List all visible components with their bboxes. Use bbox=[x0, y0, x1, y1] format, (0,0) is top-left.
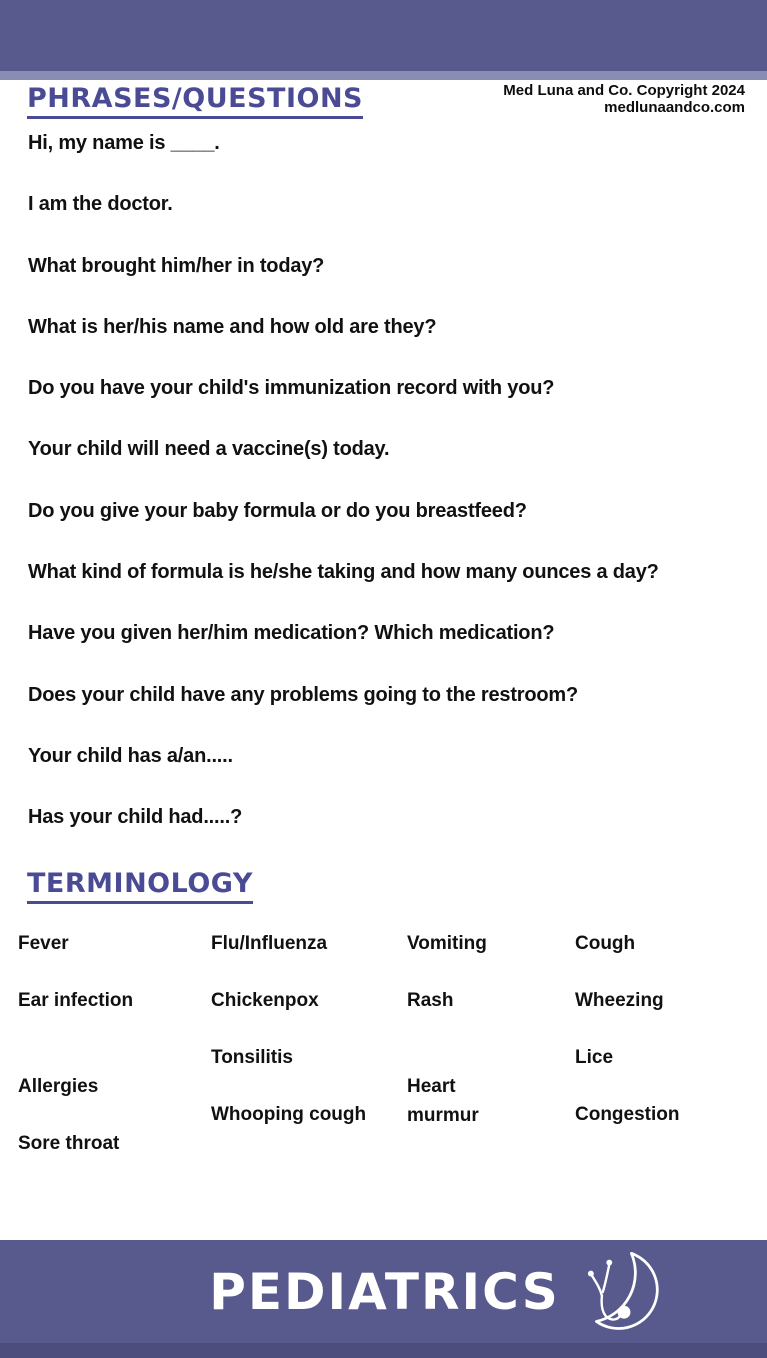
phrase-item: Your child will need a vaccine(s) today. bbox=[28, 438, 390, 461]
term-item: Allergies bbox=[18, 1076, 99, 1097]
phrase-item: Your child has a/an..... bbox=[28, 744, 233, 767]
term-item: Ear infection bbox=[18, 990, 134, 1011]
phrase-item: Hi, my name is ____. bbox=[28, 132, 220, 154]
copyright-text: Med Luna and Co. Copyright 2024 bbox=[503, 82, 745, 99]
phrase-item: What is her/his name and how old are they? bbox=[28, 315, 437, 338]
phrases-list bbox=[28, 132, 758, 868]
term-item: Chickenpox bbox=[211, 990, 319, 1011]
phrase-item: Do you give your baby formula or do you breastfeed? bbox=[28, 499, 527, 522]
term-item: Vomiting bbox=[407, 933, 487, 954]
copyright-block bbox=[503, 83, 745, 116]
term-item: Congestion bbox=[575, 1104, 680, 1125]
phrase-item: Has your child had.....? bbox=[28, 806, 243, 829]
term-item: Sore throat bbox=[18, 1133, 120, 1154]
phrase-item: What kind of formula is he/she taking and how many ounces a day? bbox=[28, 561, 659, 584]
term-item: Whooping cough bbox=[211, 1104, 367, 1125]
footer-bottom-strip bbox=[0, 1343, 767, 1358]
footer-banner bbox=[0, 1240, 767, 1343]
term-item: Rash bbox=[407, 990, 454, 1011]
top-banner bbox=[0, 0, 767, 71]
phrases-section-heading: PHRASES/QUESTIONS bbox=[27, 84, 363, 119]
term-item: Tonsilitis bbox=[211, 1047, 293, 1068]
phrase-item: I am the doctor. bbox=[28, 193, 173, 216]
term-item: Heart murmur bbox=[407, 1076, 479, 1126]
phrase-item: Have you given her/him medication? Which medication? bbox=[28, 622, 555, 645]
term-item: Fever bbox=[18, 933, 69, 954]
phrase-item: What brought him/her in today? bbox=[28, 254, 325, 277]
website-url: medlunaandco.com bbox=[604, 98, 745, 116]
footer-title: PEDIATRICS bbox=[209, 1262, 560, 1321]
term-item: Cough bbox=[575, 933, 636, 954]
moon-stethoscope-logo-icon bbox=[578, 1246, 670, 1338]
term-item: Lice bbox=[575, 1047, 614, 1068]
phrase-item: Does your child have any problems going to the restroom? bbox=[28, 683, 579, 706]
term-item: Flu/Influenza bbox=[211, 933, 328, 954]
footer-content bbox=[56, 1240, 767, 1343]
phrase-item: Do you have your child's immunization record with you? bbox=[28, 377, 555, 400]
terminology-section-heading: TERMINOLOGY bbox=[27, 869, 253, 904]
term-item: Wheezing bbox=[575, 990, 664, 1011]
top-banner-accent-strip bbox=[0, 71, 767, 80]
